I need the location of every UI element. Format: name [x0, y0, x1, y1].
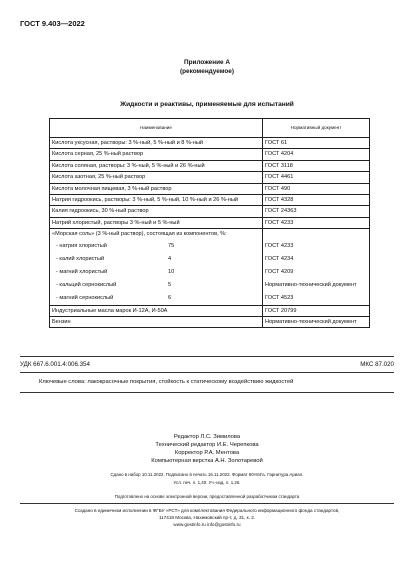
reagent-name: Кислота азотная, 25 %-ный раствор — [50, 172, 263, 183]
publisher-line-1: Создано в единичном исполнении в ФГБУ «РСТ» для комплектования Федерального информационного фонда стандартов, — [74, 508, 340, 513]
component-standard: ГОСТ 4234 — [265, 255, 294, 262]
sea-salt-cell — [50, 229, 263, 305]
component-name: - калий хлористый — [56, 255, 105, 262]
reagent-name: Натрия гидроокись, растворы: 3 %-ный, 5 %-ный, 10 %-ный и 26 %-ный — [50, 195, 263, 206]
prepared-note: Подготовлено на основе электронной версии, предоставленной разработчиком стандарта — [114, 494, 300, 499]
table-header-row — [50, 119, 370, 138]
reagent-standard: ГОСТ 20799 — [263, 305, 370, 316]
component-percent: 6 — [168, 294, 172, 301]
divider-middle — [20, 372, 394, 373]
column-header-name: Наименование — [50, 119, 263, 138]
component-standard: ГОСТ 4209 — [265, 268, 294, 275]
publisher-contacts: www.gostinfo.ru info@gostinfo.ru — [173, 522, 241, 527]
sea-salt-component — [52, 266, 260, 279]
sea-salt-title: «Морская соль» (3 %-ный раствор), состоящая из компонентов, %: — [52, 231, 227, 238]
reagent-name: Кислота уксусная, растворы: 3 %-ный, 5 %-ный и 8 %-ный — [50, 138, 263, 149]
reagent-standard: ГОСТ 4461 — [263, 172, 370, 183]
divider-publisher — [20, 503, 394, 504]
appendix-title: Приложение А — [184, 59, 230, 66]
section-title: Жидкости и реактивы, применяемые для испытаний — [120, 101, 294, 108]
component-standard: ГОСТ 4233 — [265, 242, 294, 249]
reagent-name: Калия гидроокись, 30 %-ный раствор — [50, 206, 263, 217]
udk-code: УДК 667.6.001.4:006.354 — [20, 361, 90, 368]
appendix-subtitle: (рекомендуемое) — [180, 68, 234, 75]
table-row — [50, 206, 370, 217]
table-row — [50, 172, 370, 183]
component-name: - кальций сернокислый — [56, 281, 117, 288]
component-standard: Нормативно-технический документ — [265, 281, 357, 288]
divider-bottom — [20, 392, 394, 393]
component-name: - магний сернокислый — [56, 294, 114, 301]
table-row — [50, 183, 370, 194]
component-percent: 75 — [168, 242, 175, 249]
component-name: - натрия хлористый — [56, 242, 107, 249]
reagent-standard: ГОСТ 61 — [263, 138, 370, 149]
sea-salt-component — [52, 240, 260, 253]
table-row — [50, 217, 370, 228]
document-code: ГОСТ 9.403—2022 — [20, 19, 85, 28]
reagent-standard: ГОСТ 490 — [263, 183, 370, 194]
table-row — [50, 305, 370, 316]
reagent-standard: ГОСТ 4328 — [263, 195, 370, 206]
credit-layout: Компьютерная верстка А.Н. Золотаревой — [151, 458, 263, 464]
print-info: Сдано в набор 10.11.2022. Подписано в печать 16.11.2022. Формат 60×84⅛. Гарнитура Ариал. — [110, 472, 304, 477]
reagent-name: Кислота соляная, растворы: 3 %-ный, 5 %-ный и 26 %-ный — [50, 160, 263, 171]
reagent-standard: ГОСТ 4204 — [263, 149, 370, 160]
sea-salt-component — [52, 279, 260, 292]
table-row — [50, 138, 370, 149]
sea-salt-standards — [263, 229, 370, 305]
reagent-standard: Нормативно-технический документ — [263, 317, 370, 328]
table-row — [50, 160, 370, 171]
reagent-name: Индустриальные масла марок И-12А, И-50А — [50, 305, 263, 316]
table-row — [50, 195, 370, 206]
publisher-address: 117418 Москва, Нахимовский пр-т, д. 31, к. 2. — [158, 515, 256, 520]
credit-corrector: Корректор Р.А. Ментова — [174, 450, 240, 456]
keywords: Ключевые слова: лакокрасочные покрытия, стойкость к статическому воздействию жидкостей — [39, 379, 294, 385]
reagent-standard: ГОСТ 24363 — [263, 206, 370, 217]
reagent-name: Бензин — [50, 317, 263, 328]
table-row — [50, 317, 370, 328]
component-standard: ГОСТ 4523 — [265, 294, 294, 301]
component-percent: 4 — [168, 255, 172, 262]
print-info-sheets: Усл. печ. л. 1,40. Уч.-изд. л. 1,26. — [173, 480, 241, 485]
reagent-name: Натрий хлористый, растворы 3 %-ный и 5 %-ный — [50, 217, 263, 228]
credit-tech-editor: Технический редактор И.Е. Черепкова — [155, 442, 259, 448]
component-name: - магний хлористый — [56, 268, 108, 275]
table-row-sea-salt — [50, 229, 370, 305]
component-percent: 5 — [168, 281, 172, 288]
reagent-standard: ГОСТ 3118 — [263, 160, 370, 171]
sea-salt-component — [52, 253, 260, 266]
divider-top — [20, 356, 394, 357]
reagents-table — [49, 118, 370, 328]
credit-editor: Редактор Л.С. Зимилова — [173, 434, 241, 440]
component-percent: 10 — [168, 268, 175, 275]
reagent-standard: ГОСТ 4233 — [263, 217, 370, 228]
sea-salt-component — [52, 292, 260, 305]
column-header-standard: Нормативный документ — [263, 119, 370, 138]
reagent-name: Кислота молочная пищевая, 3 %-ный раствор — [50, 183, 263, 194]
mks-code: МКС 87.020 — [360, 361, 394, 368]
table-row — [50, 149, 370, 160]
reagent-name: Кислота серная, 25 %-ный раствор — [50, 149, 263, 160]
